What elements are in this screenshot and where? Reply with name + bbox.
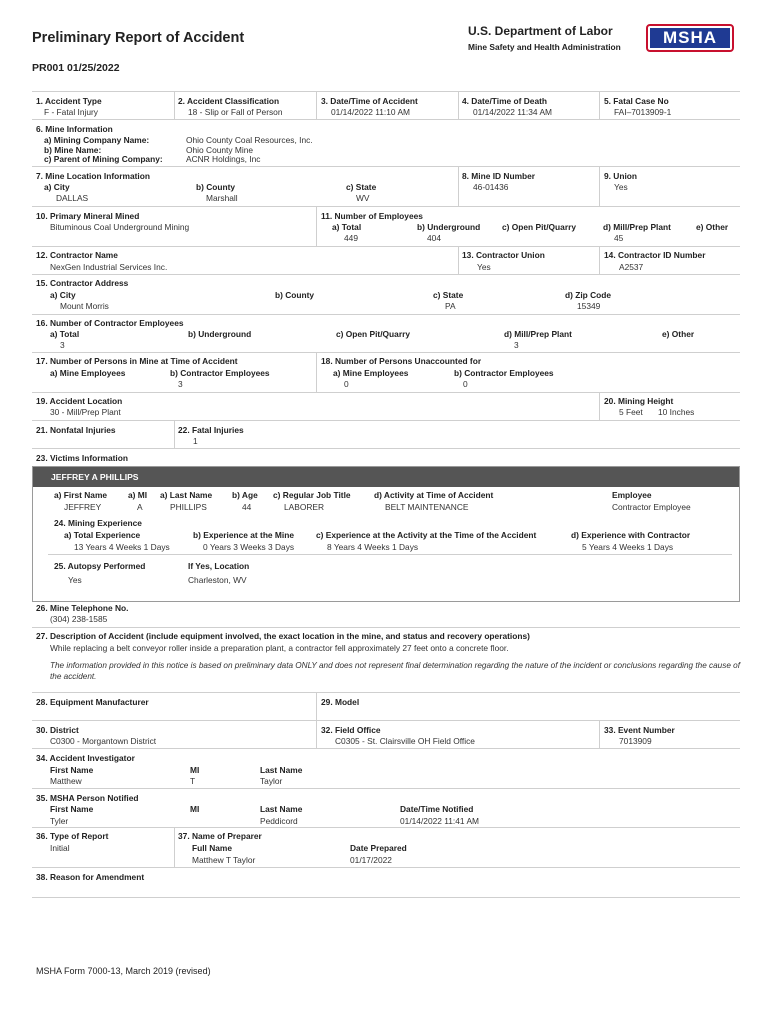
contractor-employees-total-label: a) Total <box>50 329 80 339</box>
mineral-label: 10. Primary Mineral Mined <box>36 211 140 221</box>
victim-employee-value: Contractor Employee <box>612 502 691 512</box>
report-id: PR001 01/25/2022 <box>32 62 120 74</box>
nonfatal-injuries-label: 21. Nonfatal Injuries <box>36 425 116 435</box>
death-datetime-value: 01/14/2022 11:34 AM <box>473 107 553 117</box>
equipment-manufacturer-label: 28. Equipment Manufacturer <box>36 697 149 707</box>
mine-experience-label: b) Experience at the Mine <box>193 530 294 540</box>
contractor-union-label: 13. Contractor Union <box>462 250 545 260</box>
employees-label: 11. Number of Employees <box>321 211 423 221</box>
mine-experience-value: 0 Years 3 Weeks 3 Days <box>203 542 295 552</box>
victim-age-label: b) Age <box>232 490 258 500</box>
victim-activity-label: d) Activity at Time of Accident <box>374 490 494 500</box>
investigator-last-name-value: Taylor <box>260 776 283 786</box>
contractor-name-label: 12. Contractor Name <box>36 250 118 260</box>
persons-contractor-employees-value: 3 <box>178 379 183 389</box>
victim-mi-label: a) MI <box>128 490 148 500</box>
victim-job-title-label: c) Regular Job Title <box>273 490 351 500</box>
persons-contractor-employees-label: b) Contractor Employees <box>170 368 270 378</box>
divider <box>458 246 459 274</box>
description-value: While replacing a belt conveyor roller inside a preparation plant, a contractor fell approximately 27 feet onto a concrete floor. <box>50 643 509 653</box>
notified-datetime-label: Date/Time Notified <box>400 804 474 814</box>
mine-telephone-value: (304) 238-1585 <box>50 614 108 624</box>
unaccounted-mine-employees-value: 0 <box>344 379 349 389</box>
divider <box>32 692 740 693</box>
accident-datetime-label: 3. Date/Time of Accident <box>321 96 418 106</box>
investigator-first-name-value: Matthew <box>50 776 82 786</box>
contractor-employees-total-value: 3 <box>60 340 65 350</box>
contractor-union-value: Yes <box>477 262 491 272</box>
divider <box>174 420 175 448</box>
divider <box>599 91 600 119</box>
contractor-zip-label: d) Zip Code <box>565 290 612 300</box>
divider <box>316 720 317 748</box>
contractor-city-value: Mount Morris <box>60 301 109 311</box>
unaccounted-contractor-employees-value: 0 <box>463 379 468 389</box>
divider <box>32 352 740 353</box>
victim-activity-value: BELT MAINTENANCE <box>385 502 469 512</box>
report-type-value: Initial <box>50 843 70 853</box>
employees-total-value: 449 <box>344 233 358 243</box>
total-experience-value: 13 Years 4 Weeks 1 Days <box>74 542 170 552</box>
preparer-full-name-label: Full Name <box>192 843 233 853</box>
divider <box>32 119 740 120</box>
death-datetime-label: 4. Date/Time of Death <box>462 96 548 106</box>
divider <box>599 720 600 748</box>
mine-info-label: 6. Mine Information <box>36 124 113 134</box>
divider <box>32 627 740 628</box>
agency-name: U.S. Department of Labor <box>468 24 613 38</box>
company-name-value: Ohio County Coal Resources, Inc. <box>186 135 313 145</box>
employees-underground-label: b) Underground <box>417 222 481 232</box>
employees-mill-value: 45 <box>614 233 624 243</box>
mine-telephone-label: 26. Mine Telephone No. <box>36 603 129 613</box>
description-label: 27. Description of Accident (include equipment involved, the exact location in the mine, and status and recovery operations) <box>36 631 530 641</box>
accident-location-label: 19. Accident Location <box>36 396 123 406</box>
equipment-model-label: 29. Model <box>321 697 360 707</box>
state-value: WV <box>356 193 370 203</box>
divider <box>458 91 459 119</box>
accident-datetime-value: 01/14/2022 11:10 AM <box>331 107 411 117</box>
divider <box>32 166 740 167</box>
date-prepared-value: 01/17/2022 <box>350 855 392 865</box>
mining-experience-label: 24. Mining Experience <box>54 518 142 528</box>
notified-first-name-label: First Name <box>50 804 94 814</box>
divider <box>32 827 740 828</box>
city-label: a) City <box>44 182 70 192</box>
county-value: Marshall <box>206 193 238 203</box>
parent-company-label: c) Parent of Mining Company: <box>44 154 163 164</box>
divider <box>316 352 317 392</box>
victim-last-name-value: PHILLIPS <box>170 502 207 512</box>
activity-experience-label: c) Experience at the Activity at the Time of the Accident <box>316 530 537 540</box>
mine-name-value: Ohio County Mine <box>186 145 254 155</box>
unaccounted-mine-employees-label: a) Mine Employees <box>333 368 409 378</box>
notified-last-name-value: Peddicord <box>260 816 298 826</box>
divider <box>32 897 740 898</box>
victim-first-name-label: a) First Name <box>54 490 108 500</box>
divider <box>32 392 740 393</box>
contractor-county-label: b) County <box>275 290 315 300</box>
notified-datetime-value: 01/14/2022 11:41 AM <box>400 816 480 826</box>
date-prepared-label: Date Prepared <box>350 843 407 853</box>
divider <box>32 91 740 92</box>
persons-mine-employees-label: a) Mine Employees <box>50 368 126 378</box>
county-label: b) County <box>196 182 236 192</box>
accident-type-value: F - Fatal Injury <box>44 107 98 117</box>
activity-experience-value: 8 Years 4 Weeks 1 Days <box>327 542 419 552</box>
autopsy-value: Yes <box>68 575 82 585</box>
victim-mi-value: A <box>137 502 143 512</box>
employees-underground-value: 404 <box>427 233 441 243</box>
victims-info-label: 23. Victims Information <box>36 453 128 463</box>
fatal-injuries-label: 22. Fatal Injuries <box>178 425 244 435</box>
divider <box>32 867 740 868</box>
autopsy-location-value: Charleston, WV <box>188 575 247 585</box>
msha-notified-label: 35. MSHA Person Notified <box>36 793 139 803</box>
msha-logo-text: MSHA <box>650 28 730 48</box>
investigator-last-name-label: Last Name <box>260 765 303 775</box>
accident-location-value: 30 - Mill/Prep Plant <box>50 407 121 417</box>
mining-height-inches: 10 Inches <box>658 407 695 417</box>
mining-height-label: 20. Mining Height <box>604 396 674 406</box>
report-type-label: 36. Type of Report <box>36 831 109 841</box>
msha-logo <box>646 24 734 52</box>
divider <box>174 827 175 867</box>
union-label: 9. Union <box>604 171 638 181</box>
divider <box>316 91 317 119</box>
fatal-injuries-value: 1 <box>193 436 198 446</box>
city-value: DALLAS <box>56 193 89 203</box>
employees-other-label: e) Other <box>696 222 729 232</box>
contractor-employees-mill-value: 3 <box>514 340 519 350</box>
divider <box>32 274 740 275</box>
preparer-label: 37. Name of Preparer <box>178 831 262 841</box>
contractor-employees-other-label: e) Other <box>662 329 695 339</box>
fatal-case-value: FAI–7013909-1 <box>614 107 672 117</box>
autopsy-location-label: If Yes, Location <box>188 561 250 571</box>
unaccounted-contractor-employees-label: b) Contractor Employees <box>454 368 554 378</box>
contractor-zip-value: 15349 <box>577 301 601 311</box>
mine-location-label: 7. Mine Location Information <box>36 171 150 181</box>
event-number-value: 7013909 <box>619 736 652 746</box>
divider <box>32 246 740 247</box>
divider <box>32 720 740 721</box>
preliminary-note: The information provided in this notice is based on preliminary data ONLY and does not represent final determination regarding the nature of the incident or conclusions regarding the cause of the accident. <box>50 661 740 681</box>
accident-type-label: 1. Accident Type <box>36 96 102 106</box>
investigator-mi-value: T <box>190 776 196 786</box>
divider <box>32 748 740 749</box>
divider <box>32 420 740 421</box>
contractor-experience-value: 5 Years 4 Weeks 1 Days <box>582 542 674 552</box>
divider <box>458 166 459 206</box>
mine-name-label: b) Mine Name: <box>44 145 102 155</box>
investigator-label: 34. Accident Investigator <box>36 753 135 763</box>
mine-id-label: 8. Mine ID Number <box>462 171 536 181</box>
divider <box>174 91 175 119</box>
notified-mi-label: MI <box>190 804 200 814</box>
victim-last-name-label: a) Last Name <box>160 490 213 500</box>
divider <box>32 448 740 449</box>
divider <box>48 554 732 555</box>
contractor-state-label: c) State <box>433 290 464 300</box>
contractor-id-value: A2537 <box>619 262 644 272</box>
employees-mill-label: d) Mill/Prep Plant <box>603 222 671 232</box>
contractor-address-label: 15. Contractor Address <box>36 278 129 288</box>
subagency-name: Mine Safety and Health Administration <box>468 42 621 52</box>
district-value: C0300 - Morgantown District <box>50 736 157 746</box>
field-office-value: C0305 - St. Clairsville OH Field Office <box>335 736 475 746</box>
mining-height-feet: 5 Feet <box>619 407 643 417</box>
divider <box>32 788 740 789</box>
contractor-employees-label: 16. Number of Contractor Employees <box>36 318 184 328</box>
divider <box>599 246 600 274</box>
event-number-label: 33. Event Number <box>604 725 675 735</box>
mineral-value: Bituminous Coal Underground Mining <box>50 222 190 232</box>
notified-last-name-label: Last Name <box>260 804 303 814</box>
contractor-employees-underground-label: b) Underground <box>188 329 252 339</box>
fatal-case-label: 5. Fatal Case No <box>604 96 669 106</box>
investigator-first-name-label: First Name <box>50 765 94 775</box>
notified-first-name-value: Tyler <box>50 816 69 826</box>
mine-id-value: 46-01436 <box>473 182 509 192</box>
victim-name-header: JEFFREY A PHILLIPS <box>33 467 739 487</box>
district-label: 30. District <box>36 725 79 735</box>
contractor-employees-mill-label: d) Mill/Prep Plant <box>504 329 572 339</box>
employees-openpit-label: c) Open Pit/Quarry <box>502 222 576 232</box>
field-office-label: 32. Field Office <box>321 725 381 735</box>
divider <box>32 206 740 207</box>
persons-unaccounted-label: 18. Number of Persons Unaccounted for <box>321 356 482 366</box>
contractor-name-value: NexGen Industrial Services Inc. <box>50 262 168 272</box>
contractor-city-label: a) City <box>50 290 76 300</box>
contractor-state-value: PA <box>445 301 456 311</box>
victim-first-name-value: JEFFREY <box>64 502 102 512</box>
contractor-employees-openpit-label: c) Open Pit/Quarry <box>336 329 410 339</box>
divider <box>316 692 317 720</box>
company-name-label: a) Mining Company Name: <box>44 135 150 145</box>
employees-total-label: a) Total <box>332 222 362 232</box>
contractor-experience-label: d) Experience with Contractor <box>571 530 691 540</box>
union-value: Yes <box>614 182 628 192</box>
contractor-id-label: 14. Contractor ID Number <box>604 250 706 260</box>
autopsy-label: 25. Autopsy Performed <box>54 561 146 571</box>
amendment-label: 38. Reason for Amendment <box>36 872 145 882</box>
report-title: Preliminary Report of Accident <box>32 30 245 46</box>
investigator-mi-label: MI <box>190 765 200 775</box>
parent-company-value: ACNR Holdings, Inc <box>186 154 261 164</box>
divider <box>599 392 600 420</box>
victim-job-title-value: LABORER <box>284 502 325 512</box>
divider <box>316 206 317 246</box>
persons-in-mine-label: 17. Number of Persons in Mine at Time of Accident <box>36 356 238 366</box>
state-label: c) State <box>346 182 377 192</box>
classification-label: 2. Accident Classification <box>178 96 280 106</box>
classification-value: 18 - Slip or Fall of Person <box>188 107 283 117</box>
victim-age-value: 44 <box>242 502 252 512</box>
preparer-full-name-value: Matthew T Taylor <box>192 855 256 865</box>
total-experience-label: a) Total Experience <box>64 530 141 540</box>
divider <box>599 166 600 206</box>
victim-employee-label: Employee <box>612 490 652 500</box>
form-id-footer: MSHA Form 7000-13, March 2019 (revised) <box>36 966 211 976</box>
divider <box>32 314 740 315</box>
